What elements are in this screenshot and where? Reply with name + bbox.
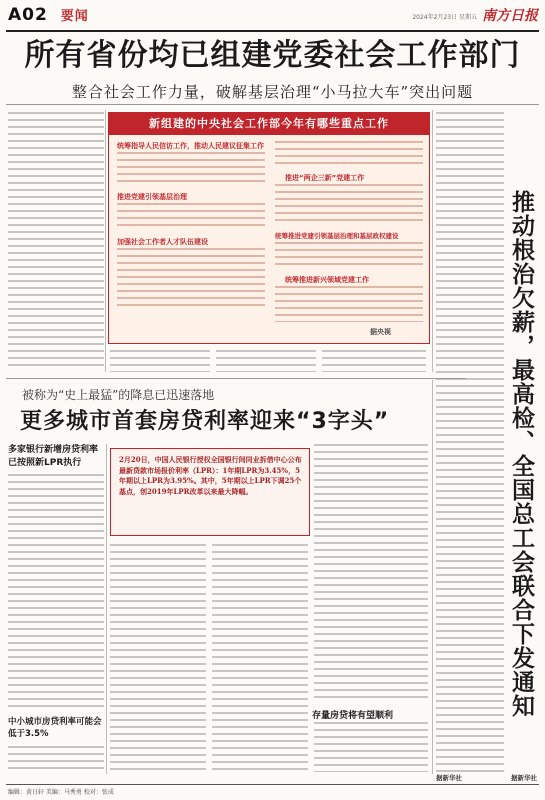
story2-side-title-2: 中小城市房贷利率可能会低于3.5% <box>8 717 102 739</box>
info-box-subtitle: 统筹指导人民信访工作，推动人民建议征集工作 <box>117 142 264 150</box>
info-box-title: 新组建的中央社会工作部今年有哪些重点工作 <box>109 113 429 135</box>
info-box-subtitle: 推进“两企三新”党建工作 <box>285 174 365 182</box>
publication-date: 2024年2月23日 星期五 <box>412 14 477 21</box>
body-text <box>110 350 210 372</box>
info-box-subtitle: 统筹推进新兴领域党建工作 <box>285 276 369 284</box>
info-box-subtitle: 统筹推进党建引领基层治理和基层政权建设 <box>275 232 399 240</box>
story2-left-text <box>8 746 104 772</box>
info-box-subtitle: 推进党建引领基层治理 <box>117 193 187 201</box>
body-text <box>216 350 316 372</box>
right-story-author: 据新华社 <box>511 774 537 782</box>
story2-author: 据新华社 <box>436 774 462 782</box>
footer-rule <box>6 784 539 785</box>
column-rule <box>106 444 107 774</box>
masthead <box>6 4 539 28</box>
column-rule <box>432 110 433 372</box>
right-vertical-headline[interactable]: 推动根治欠薪，最高检、全国总工会联合下发通知 <box>508 190 534 718</box>
main-subheadline: 整合社会工作力量，破解基层治理“小马拉大车”突出问题 <box>71 83 474 101</box>
info-box <box>108 112 430 344</box>
column-rule <box>105 110 106 372</box>
header-rule <box>6 30 539 32</box>
story2-left-text <box>8 474 104 712</box>
story-divider <box>6 378 466 379</box>
info-box-text <box>117 203 265 231</box>
info-box-text <box>117 248 265 308</box>
story2-headline[interactable]: 更多城市首套房贷利率迎来“3字头” <box>20 409 390 434</box>
info-box-text <box>275 242 423 270</box>
info-box-subtitle: 加强社会工作者人才队伍建设 <box>117 238 208 246</box>
right-column-text <box>436 112 504 772</box>
left-column-text <box>8 112 104 370</box>
info-box-author: 据央视 <box>370 327 391 336</box>
story2-text <box>314 722 428 772</box>
quote-box <box>110 448 310 536</box>
quote-text: 2月20日，中国人民银行授权全国银行间同业拆借中心公布最新贷款市场报价利率（LPR）：1年期LPR为3.45%，5年期以上LPR为3.95%。其中，5年期以上LPR下调25个基点，创2019年LPR改革以来最大降幅。 <box>119 455 302 496</box>
column-rule <box>432 380 433 774</box>
footer-credits: 编辑：黄日轩 美编：马秀勇 校对：张成 <box>8 789 114 796</box>
story2-kicker: 被称为“史上最猛”的降息已迅速落地 <box>22 388 215 402</box>
story2-side-title: 多家银行新增房贷利率已按照新LPR执行 <box>8 445 99 468</box>
story2-text <box>212 544 308 772</box>
info-box-text <box>275 184 423 224</box>
body-text <box>322 350 426 372</box>
info-box-text <box>275 141 423 169</box>
section-name: 要闻 <box>60 9 89 24</box>
main-headline[interactable]: 所有省份均已组建党委社会工作部门 <box>24 38 521 73</box>
section-code: A02 <box>8 5 48 25</box>
story2-mid-subtitle: 存量房贷将有望顺利 <box>312 711 394 721</box>
section-title <box>8 5 89 25</box>
story2-text <box>314 444 428 702</box>
story2-text <box>110 544 206 772</box>
subhead-rule <box>6 104 539 105</box>
newspaper-logo: 南方日报 <box>482 8 538 24</box>
info-box-text <box>117 152 265 186</box>
info-box-text <box>275 286 423 322</box>
